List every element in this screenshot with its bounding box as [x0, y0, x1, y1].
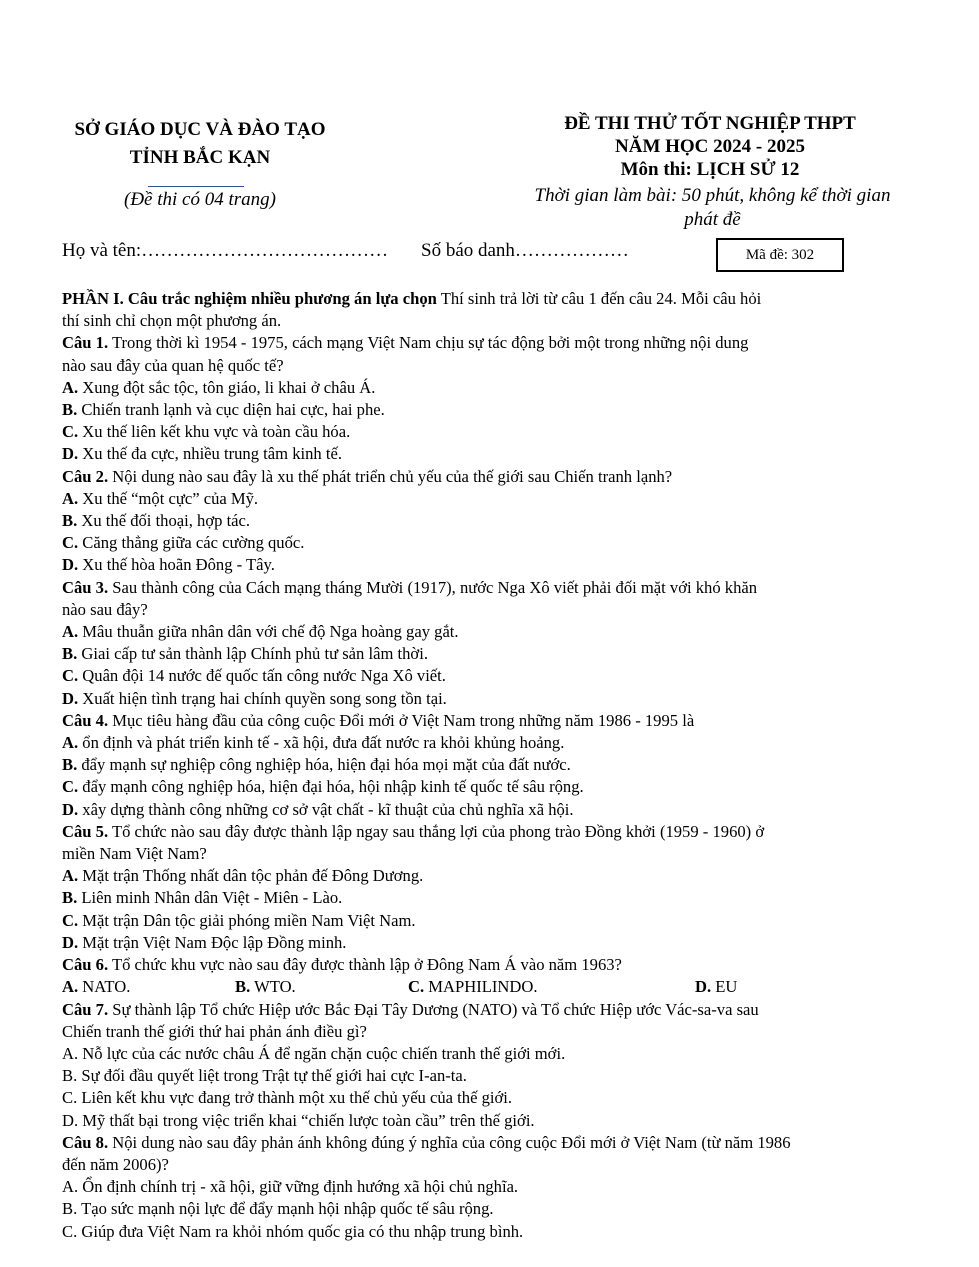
exam-header	[490, 112, 930, 181]
question	[62, 577, 922, 599]
exam-code: Mã đề: 302	[745, 246, 815, 263]
option-text: đẩy mạnh sự nghiệp công nghiệp hóa, hiện đại hóa mọi mặt của đất nước.	[77, 755, 571, 775]
option	[62, 865, 922, 887]
question-text: Sự thành lập Tổ chức Hiệp ước Bắc Đại Tây Dương (NATO) và Tổ chức Hiệp ước Vác-sa-va sau	[108, 999, 759, 1019]
question-number: Câu 6.	[62, 955, 109, 975]
option	[62, 421, 922, 443]
question-text: Sau thành công của Cách mạng tháng Mười (1917), nước Nga Xô viết phải đối mặt với khó khăn	[108, 577, 758, 597]
part-instruction: Thí sinh trả lời từ câu 1 đến câu 24. Mỗi câu hỏi	[436, 289, 762, 308]
option	[62, 754, 922, 776]
option-text: B. Tạo sức mạnh nội lực để đẩy mạnh hội nhập quốc tế sâu rộng.	[62, 1199, 494, 1219]
question-number: Câu 2.	[62, 466, 109, 486]
option-text: EU	[711, 977, 738, 997]
question-number: Câu 7.	[62, 999, 109, 1019]
exam-code-box	[716, 238, 844, 272]
option-text: Xu thế đa cực, nhiều trung tâm kinh tế.	[78, 444, 342, 464]
department-line-1: SỞ GIÁO DỤC VÀ ĐÀO TẠO	[74, 119, 326, 140]
option	[695, 976, 737, 998]
question-text-cont: nào sau đây?	[62, 599, 148, 619]
option-key: B.	[62, 755, 78, 775]
option-text: A. Nỗ lực của các nước châu Á để ngăn chặn cuộc chiến tranh thế giới mới.	[62, 1043, 566, 1063]
option	[62, 799, 922, 821]
option-key: C.	[62, 666, 79, 686]
option	[62, 776, 922, 798]
option-text: Mặt trận Thống nhất dân tộc phản đế Đông Dương.	[78, 866, 424, 886]
option	[62, 377, 922, 399]
option-key: D.	[62, 799, 79, 819]
option	[62, 488, 922, 510]
option	[62, 732, 922, 754]
option-text: C. Giúp đưa Việt Nam ra khỏi nhóm quốc gia có thu nhập trung bình.	[62, 1221, 524, 1241]
option-key: A.	[62, 866, 79, 886]
option-key: A.	[62, 488, 79, 508]
option-text: Mặt trận Dân tộc giải phóng miền Nam Việt Nam.	[78, 910, 416, 930]
option-key: C.	[408, 977, 425, 997]
option-text: Xu thế đối thoại, hợp tác.	[77, 511, 251, 531]
page-count-note: (Đề thi có 04 trang)	[124, 189, 276, 210]
department-name	[40, 116, 360, 172]
option-key: A.	[62, 622, 79, 642]
option-key: B.	[62, 400, 78, 420]
time-note-line-2: phát đề	[684, 209, 741, 230]
option-text: D. Mỹ thất bại trong việc triển khai “chiến lược toàn cầu” trên thế giới.	[62, 1110, 535, 1130]
option	[62, 976, 235, 998]
divider	[148, 186, 244, 187]
option-text: Chiến tranh lạnh và cục diện hai cực, hai phe.	[77, 400, 385, 420]
option	[62, 887, 922, 909]
question-text: Nội dung nào sau đây là xu thế phát triển chủ yếu của thế giới sau Chiến tranh lạnh?	[108, 466, 673, 486]
exam-title: ĐỀ THI THỬ TỐT NGHIỆP THPT	[564, 113, 856, 134]
question-number: Câu 5.	[62, 821, 109, 841]
question-text: Trong thời kì 1954 - 1975, cách mạng Việt Nam chịu sự tác động bởi một trong những nội dung	[108, 333, 749, 353]
part-instruction-2: thí sinh chỉ chọn một phương án.	[62, 311, 282, 331]
option-text: Mặt trận Việt Nam Độc lập Đồng minh.	[78, 932, 347, 952]
option-key: C.	[62, 910, 79, 930]
option-key: D.	[62, 932, 79, 952]
option	[408, 976, 695, 998]
question-text-cont: nào sau đây của quan hệ quốc tế?	[62, 355, 284, 375]
option-text: Giai cấp tư sản thành lập Chính phủ tư sản lâm thời.	[77, 644, 428, 664]
option	[62, 621, 922, 643]
question-number: Câu 1.	[62, 333, 109, 353]
option	[62, 510, 922, 532]
option	[62, 910, 922, 932]
option-text: Xu thế hòa hoãn Đông - Tây.	[78, 555, 275, 575]
department-line-2: TỈNH BẮC KẠN	[129, 147, 271, 168]
option-key: A.	[62, 977, 79, 997]
option-key: D.	[62, 688, 79, 708]
option-text: Xung đột sắc tộc, tôn giáo, li khai ở châu Á.	[78, 377, 376, 397]
option-text: WTO.	[250, 977, 296, 997]
option-text: Xu thế “một cực” của Mỹ.	[78, 488, 259, 508]
option	[62, 643, 922, 665]
option-key: B.	[62, 888, 78, 908]
option	[62, 399, 922, 421]
part-title: PHẦN I. Câu trắc nghiệm nhiều phương án lựa chọn	[62, 289, 437, 308]
question-number: Câu 4.	[62, 710, 109, 730]
question	[62, 954, 922, 976]
option-text: Liên minh Nhân dân Việt - Miên - Lào.	[77, 888, 343, 908]
option-key: B.	[62, 644, 78, 664]
candidate-number-label: Số báo danh………………	[421, 240, 629, 261]
option-key: A.	[62, 733, 79, 753]
option-key: B.	[235, 977, 251, 997]
option-text: C. Liên kết khu vực đang trở thành một xu thế chủ yếu của thế giới.	[62, 1088, 513, 1108]
option-text: đẩy mạnh công nghiệp hóa, hiện đại hóa, hội nhập kinh tế quốc tế sâu rộng.	[78, 777, 584, 797]
option	[62, 554, 922, 576]
exam-body	[62, 288, 922, 1243]
question-number: Câu 8.	[62, 1132, 109, 1152]
time-note-line-1: Thời gian làm bài: 50 phút, không kể thời gian	[534, 185, 891, 206]
question	[62, 332, 922, 354]
option-key: D.	[695, 977, 712, 997]
option-key: C.	[62, 422, 79, 442]
part-heading	[62, 288, 922, 310]
option-text: MAPHILINDO.	[424, 977, 538, 997]
option-key: B.	[62, 511, 78, 531]
question-text-cont: đến năm 2006)?	[62, 1154, 169, 1174]
option	[62, 443, 922, 465]
question	[62, 710, 922, 732]
option-text: NATO.	[78, 977, 131, 997]
option-text: ổn định và phát triển kinh tế - xã hội, đưa đất nước ra khỏi khủng hoảng.	[78, 733, 565, 753]
option	[62, 932, 922, 954]
option-key: D.	[62, 555, 79, 575]
option-text: B. Sự đối đầu quyết liệt trong Trật tự thế giới hai cực I-an-ta.	[62, 1066, 467, 1086]
option-text: Căng thẳng giữa các cường quốc.	[78, 533, 305, 553]
question-text: Tổ chức khu vực nào sau đây được thành lập ở Đông Nam Á vào năm 1963?	[108, 955, 622, 975]
option-text: A. Ổn định chính trị - xã hội, giữ vững định hướng xã hội chủ nghĩa.	[62, 1177, 519, 1197]
option	[62, 665, 922, 687]
question-text: Nội dung nào sau đây phản ánh không đúng ý nghĩa của công cuộc Đổi mới ở Việt Nam (từ năm 1986	[108, 1132, 791, 1152]
option-key: D.	[62, 444, 79, 464]
option-text: Mâu thuẫn giữa nhân dân với chế độ Nga hoàng gay gắt.	[78, 622, 459, 642]
option-row	[62, 976, 922, 998]
question	[62, 1132, 922, 1154]
option-text: Xuất hiện tình trạng hai chính quyền song song tồn tại.	[78, 688, 447, 708]
option-key: C.	[62, 777, 79, 797]
question	[62, 466, 922, 488]
question-text-cont: Chiến tranh thế giới thứ hai phản ánh điều gì?	[62, 1021, 367, 1041]
option-key: C.	[62, 533, 79, 553]
question	[62, 999, 922, 1021]
option	[62, 532, 922, 554]
question-number: Câu 3.	[62, 577, 109, 597]
question-text: Tổ chức nào sau đây được thành lập ngay sau thắng lợi của phong trào Đồng khởi (1959 - 1960) ở	[108, 821, 765, 841]
candidate-name-label: Họ và tên:…………………………………	[62, 240, 389, 261]
option-text: xây dựng thành công những cơ sở vật chất - kĩ thuật của chủ nghĩa xã hội.	[78, 799, 574, 819]
school-year: NĂM HỌC 2024 - 2025	[615, 136, 805, 157]
option-text: Xu thế liên kết khu vực và toàn cầu hóa.	[78, 422, 351, 442]
option	[62, 688, 922, 710]
question-text: Mục tiêu hàng đầu của công cuộc Đổi mới ở Việt Nam trong những năm 1986 - 1995 là	[108, 710, 695, 730]
option-key: A.	[62, 377, 79, 397]
option	[235, 976, 408, 998]
subject: Môn thi: LỊCH SỬ 12	[620, 159, 800, 180]
time-note	[505, 184, 920, 232]
question-text-cont: miền Nam Việt Nam?	[62, 844, 207, 864]
question	[62, 821, 922, 843]
option-text: Quân đội 14 nước đế quốc tấn công nước Nga Xô viết.	[78, 666, 446, 686]
